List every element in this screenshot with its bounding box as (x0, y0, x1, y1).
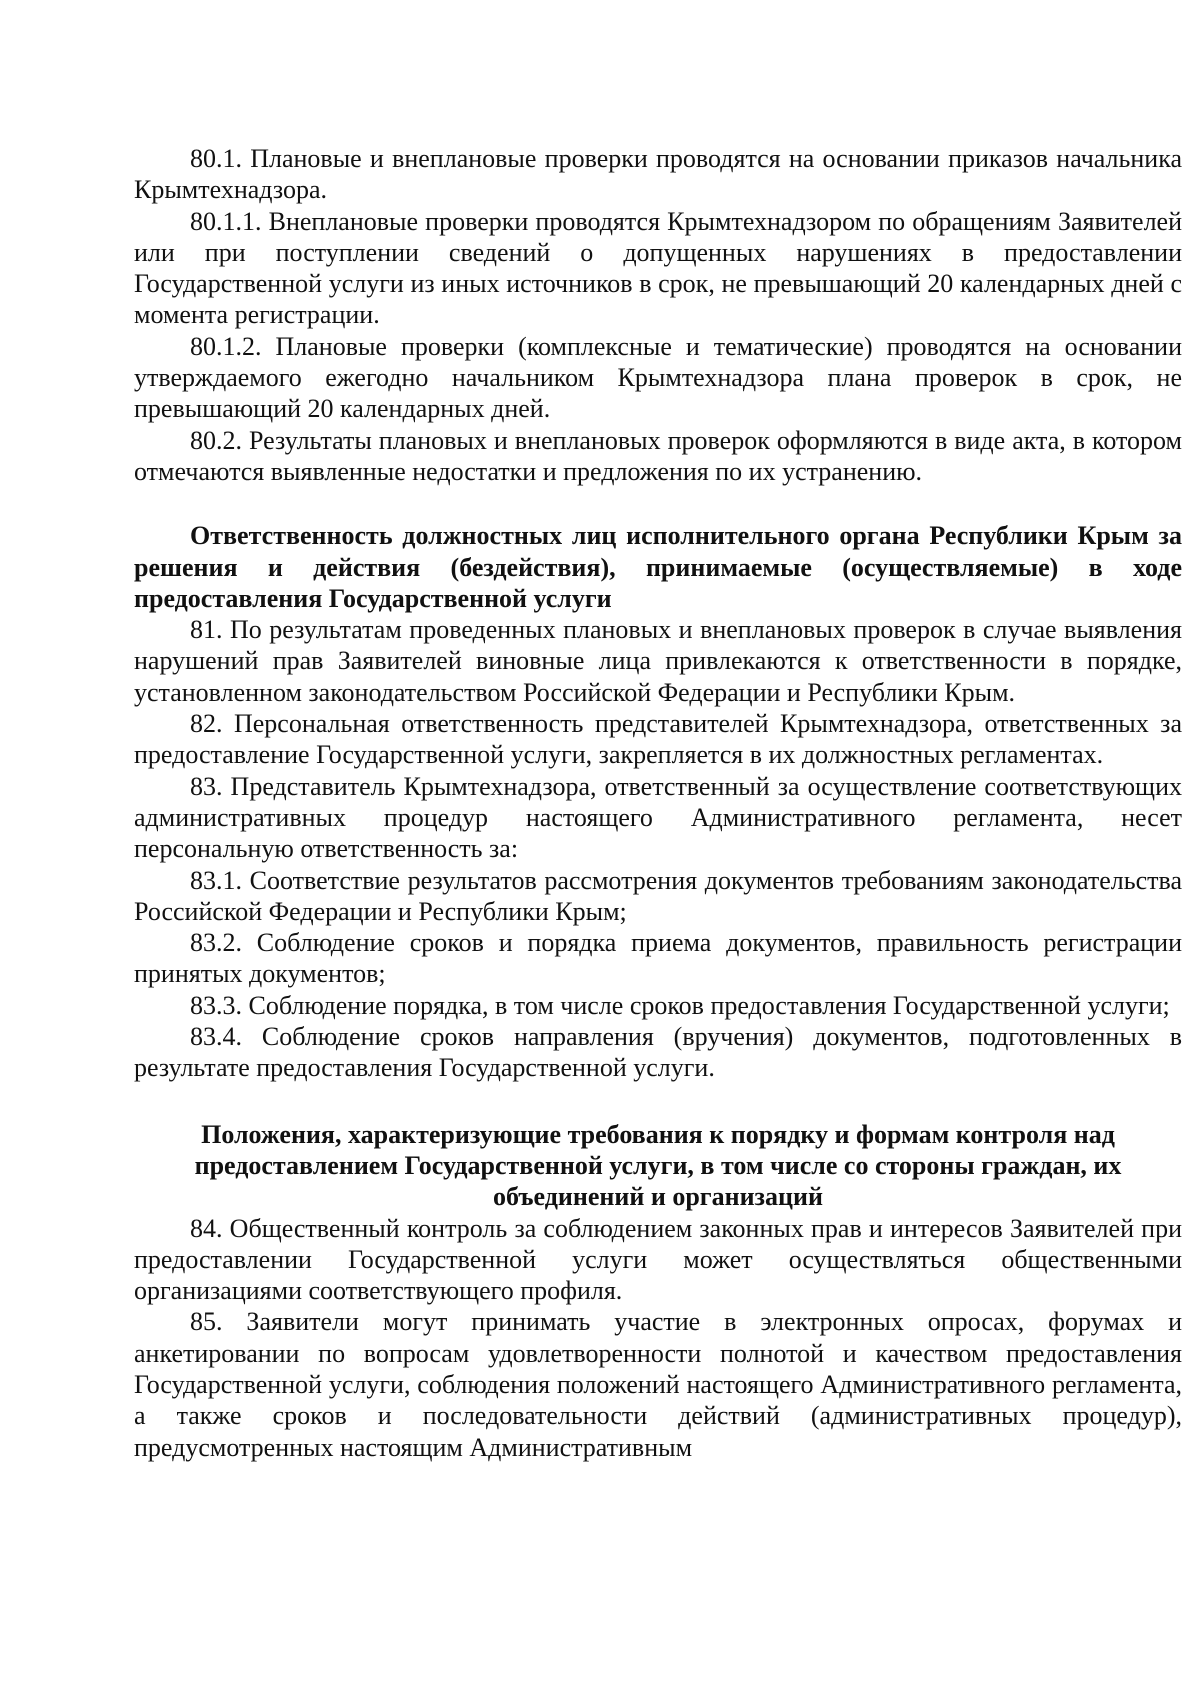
section-spacer (134, 487, 1182, 520)
paragraph-83-3: 83.3. Соблюдение порядка, в том числе сроков предоставления Государственной услуги; (190, 990, 1170, 1020)
section-spacer (134, 1084, 1182, 1119)
paragraph-80-1-1: 80.1.1. Внеплановые проверки проводятся Крымтехнадзором по обращениям Заявителей или при поступлении сведений о допущенных нарушениях в предоставлении Государственной услуги из иных источников в срок, не превышающий 20 календарных дней с момента регистрации. (134, 206, 1182, 330)
document-body (134, 143, 1182, 1463)
paragraph-80-2: 80.2. Результаты плановых и внеплановых проверок оформляются в виде акта, в котором отмечаются выявленные недостатки и предложения по их устранению. (134, 425, 1182, 486)
paragraph-83-1: 83.1. Соответствие результатов рассмотрения документов требованиям законодательства Российской Федерации и Республики Крым; (134, 865, 1182, 926)
paragraph-80-1: 80.1. Плановые и внеплановые проверки проводятся на основании приказов начальника Крымтехнадзора. (134, 144, 1182, 205)
paragraph-82: 82. Персональная ответственность представителей Крымтехнадзора, ответственных за предоставление Государственной услуги, закрепляется в их должностных регламентах. (134, 709, 1182, 770)
paragraph-83-4: 83.4. Соблюдение сроков направления (вручения) документов, подготовленных в результате предоставления Государственной услуги. (134, 1022, 1182, 1083)
paragraph-81: 81. По результатам проведенных плановых и внеплановых проверок в случае выявления нарушений прав Заявителей виновные лица привлекаются к ответственности в порядке, установленном законодательством Российской Федерации и Республики Крым. (134, 615, 1182, 707)
paragraph-80-1-2: 80.1.2. Плановые проверки (комплексные и тематические) проводятся на основании утверждаемого ежегодно начальником Крымтехнадзора плана проверок в срок, не превышающий 20 календарных дней. (134, 331, 1182, 424)
section-heading-responsibility: Ответственность должностных лиц исполнительного органа Республики Крым за решения и действия (бездействия), принимаемые (осуществляемые) в ходе предоставления Государственной услуги (134, 521, 1182, 613)
paragraph-85: 85. Заявители могут принимать участие в электронных опросах, форумах и анкетировании по вопросам удовлетворенности полнотой и качеством предоставления Государственной услуги, соблюдения положений настоящего Административного регламента, а также сроков и последовательности действий (административных процедур), предусмотренных настоящим Административным (134, 1307, 1182, 1462)
section-heading-control: Положения, характеризующие требования к порядку и формам контроля над предоставлением Государственной услуги, в том числе со стороны граждан, их объединений и организаций (194, 1119, 1122, 1212)
paragraph-83-2: 83.2. Соблюдение сроков и порядка приема документов, правильность регистрации принятых документов; (134, 928, 1182, 989)
paragraph-83: 83. Представитель Крымтехнадзора, ответственный за осуществление соответствующих административных процедур настоящего Административного регламента, несет персональную ответственность за: (134, 771, 1182, 864)
paragraph-84: 84. Общественный контроль за соблюдением законных прав и интересов Заявителей при предоставлении Государственной услуги может осуществляться общественными организациями соответствующего профиля. (134, 1213, 1182, 1306)
